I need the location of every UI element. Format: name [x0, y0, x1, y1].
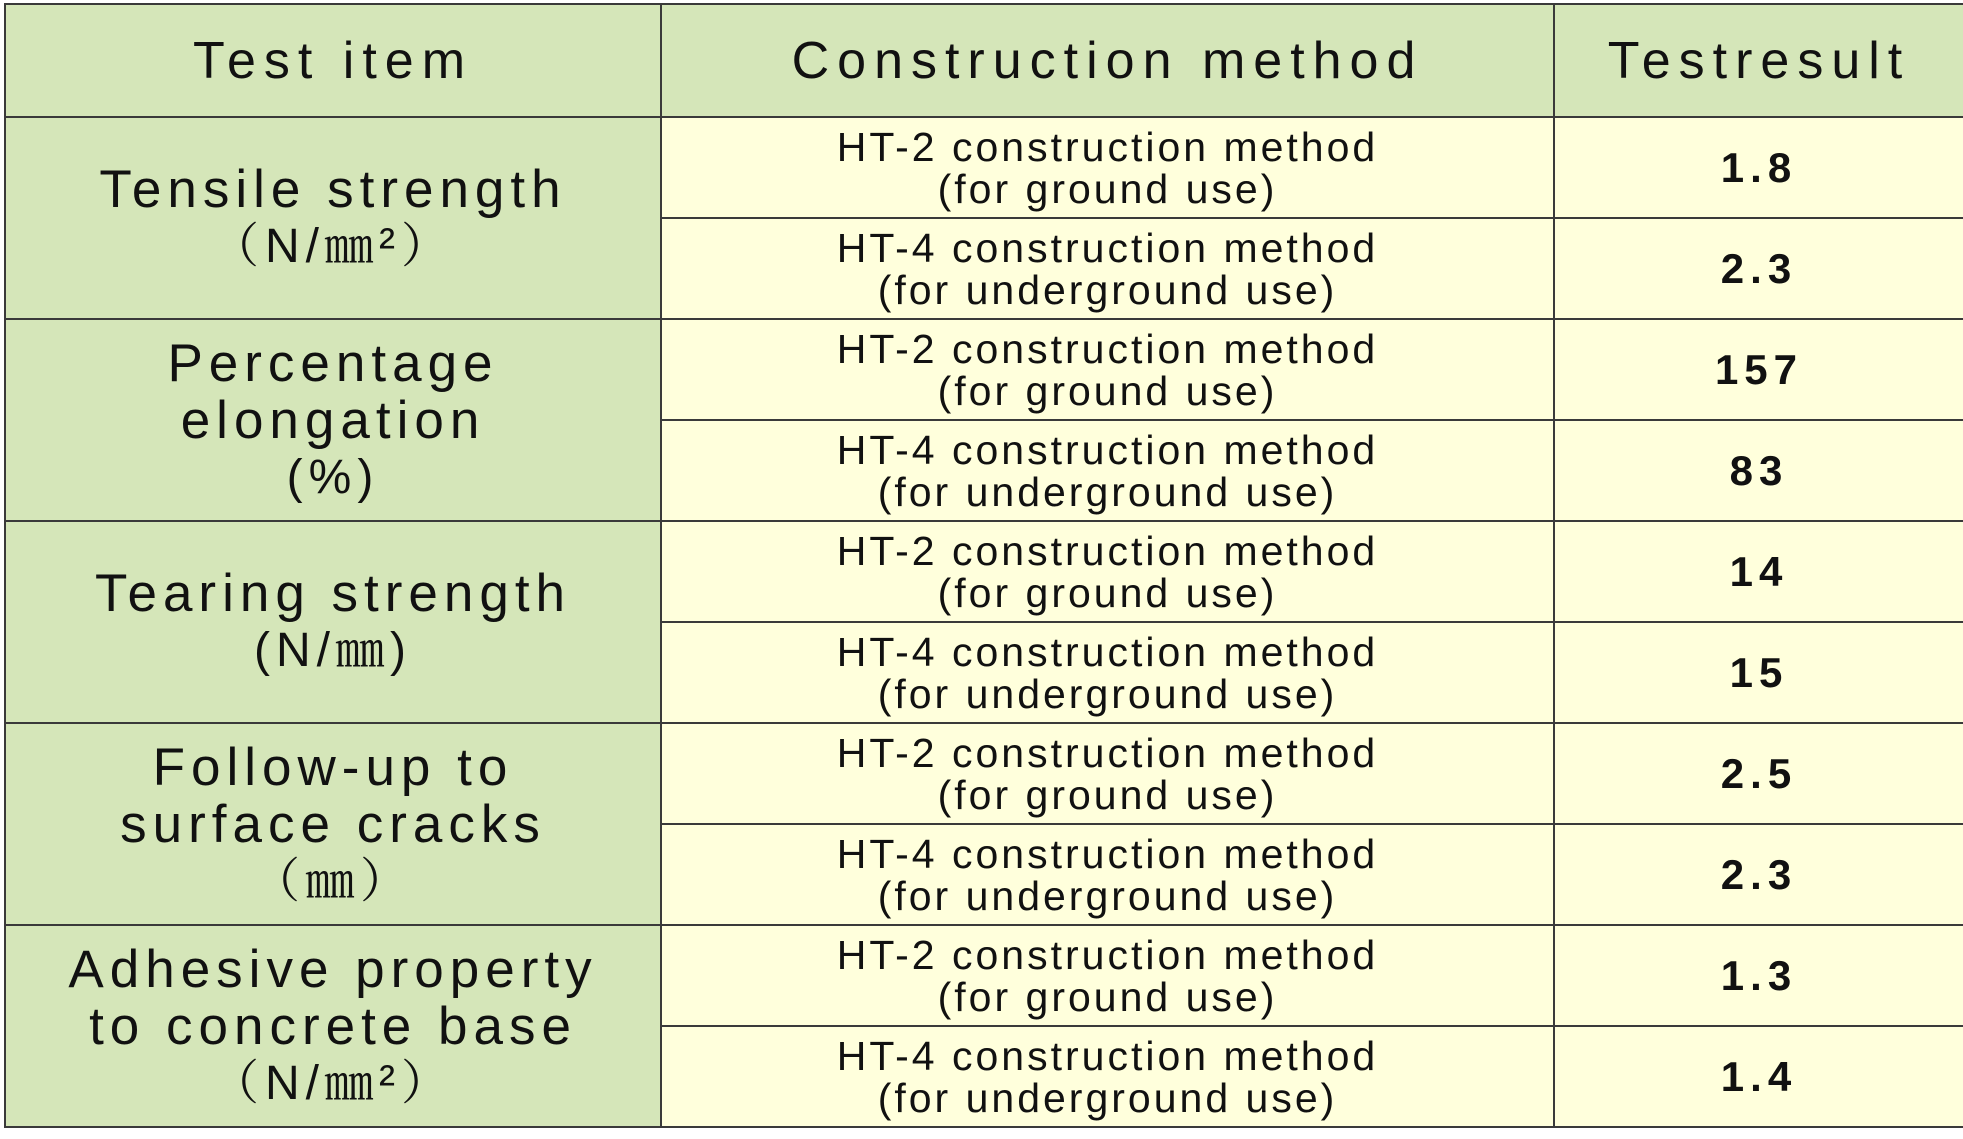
result-value: 1.3	[1554, 925, 1963, 1026]
result-value: 83	[1554, 420, 1963, 521]
method-use: (for underground use)	[877, 266, 1338, 313]
header-construction-method: Construction method	[661, 4, 1554, 117]
method-cell	[661, 925, 1554, 1026]
method-cell	[661, 824, 1554, 925]
method-use: (for ground use)	[937, 367, 1278, 414]
method-use: (for ground use)	[937, 973, 1278, 1020]
table-row	[5, 117, 1963, 218]
test-item-cell	[5, 925, 661, 1127]
result-value: 2.5	[1554, 723, 1963, 824]
method-name: HT-2 construction method	[836, 931, 1379, 978]
method-use: (for underground use)	[877, 1074, 1338, 1121]
test-item-unit: (%)	[286, 450, 380, 504]
result-value: 14	[1554, 521, 1963, 622]
method-use: (for underground use)	[877, 670, 1338, 717]
method-name: HT-4 construction method	[836, 1032, 1379, 1079]
test-item-name: surface cracks	[120, 794, 546, 854]
test-item-name: Follow-up to	[152, 737, 514, 797]
test-item-cell	[5, 723, 661, 925]
test-item-name: Adhesive property	[68, 939, 598, 999]
table-row	[5, 723, 1963, 824]
test-item-cell	[5, 117, 661, 319]
method-name: HT-4 construction method	[836, 426, 1379, 473]
test-results-table	[4, 3, 1963, 1128]
method-cell	[661, 723, 1554, 824]
method-name: HT-2 construction method	[836, 325, 1379, 372]
method-use: (for ground use)	[937, 569, 1278, 616]
header-test-item: Test item	[5, 4, 661, 117]
test-item-unit: （N/㎜²）	[211, 220, 455, 273]
method-cell	[661, 1026, 1554, 1127]
test-item-name: Tensile strength	[99, 160, 567, 219]
header-row	[5, 4, 1963, 117]
method-cell	[661, 117, 1554, 218]
test-item-name: elongation	[180, 390, 486, 450]
method-use: (for underground use)	[877, 468, 1338, 515]
test-item-name: to concrete base	[89, 996, 577, 1056]
method-use: (for ground use)	[937, 165, 1278, 212]
test-item-cell	[5, 521, 661, 723]
result-value: 157	[1554, 319, 1963, 420]
test-item-unit: (N/㎜)	[254, 624, 412, 677]
method-cell	[661, 622, 1554, 723]
method-name: HT-4 construction method	[836, 224, 1379, 271]
method-name: HT-4 construction method	[836, 628, 1379, 675]
table-row	[5, 319, 1963, 420]
method-name: HT-2 construction method	[836, 729, 1379, 776]
method-use: (for underground use)	[877, 872, 1338, 919]
method-cell	[661, 319, 1554, 420]
result-value: 2.3	[1554, 218, 1963, 319]
table-row	[5, 521, 1963, 622]
method-name: HT-2 construction method	[836, 527, 1379, 574]
method-cell	[661, 521, 1554, 622]
table-row	[5, 925, 1963, 1026]
header-test-result: Testresult	[1554, 4, 1963, 117]
result-value: 1.4	[1554, 1026, 1963, 1127]
result-value: 1.8	[1554, 117, 1963, 218]
test-item-unit: （N/㎜²）	[211, 1056, 455, 1110]
method-cell	[661, 218, 1554, 319]
method-name: HT-2 construction method	[836, 123, 1379, 170]
method-name: HT-4 construction method	[836, 830, 1379, 877]
result-value: 15	[1554, 622, 1963, 723]
result-value: 2.3	[1554, 824, 1963, 925]
test-item-name: Tearing strength	[94, 564, 572, 623]
method-cell	[661, 420, 1554, 521]
test-item-cell	[5, 319, 661, 521]
test-item-unit: （㎜）	[251, 854, 414, 908]
test-item-name: Percentage	[167, 333, 499, 393]
method-use: (for ground use)	[937, 771, 1278, 818]
